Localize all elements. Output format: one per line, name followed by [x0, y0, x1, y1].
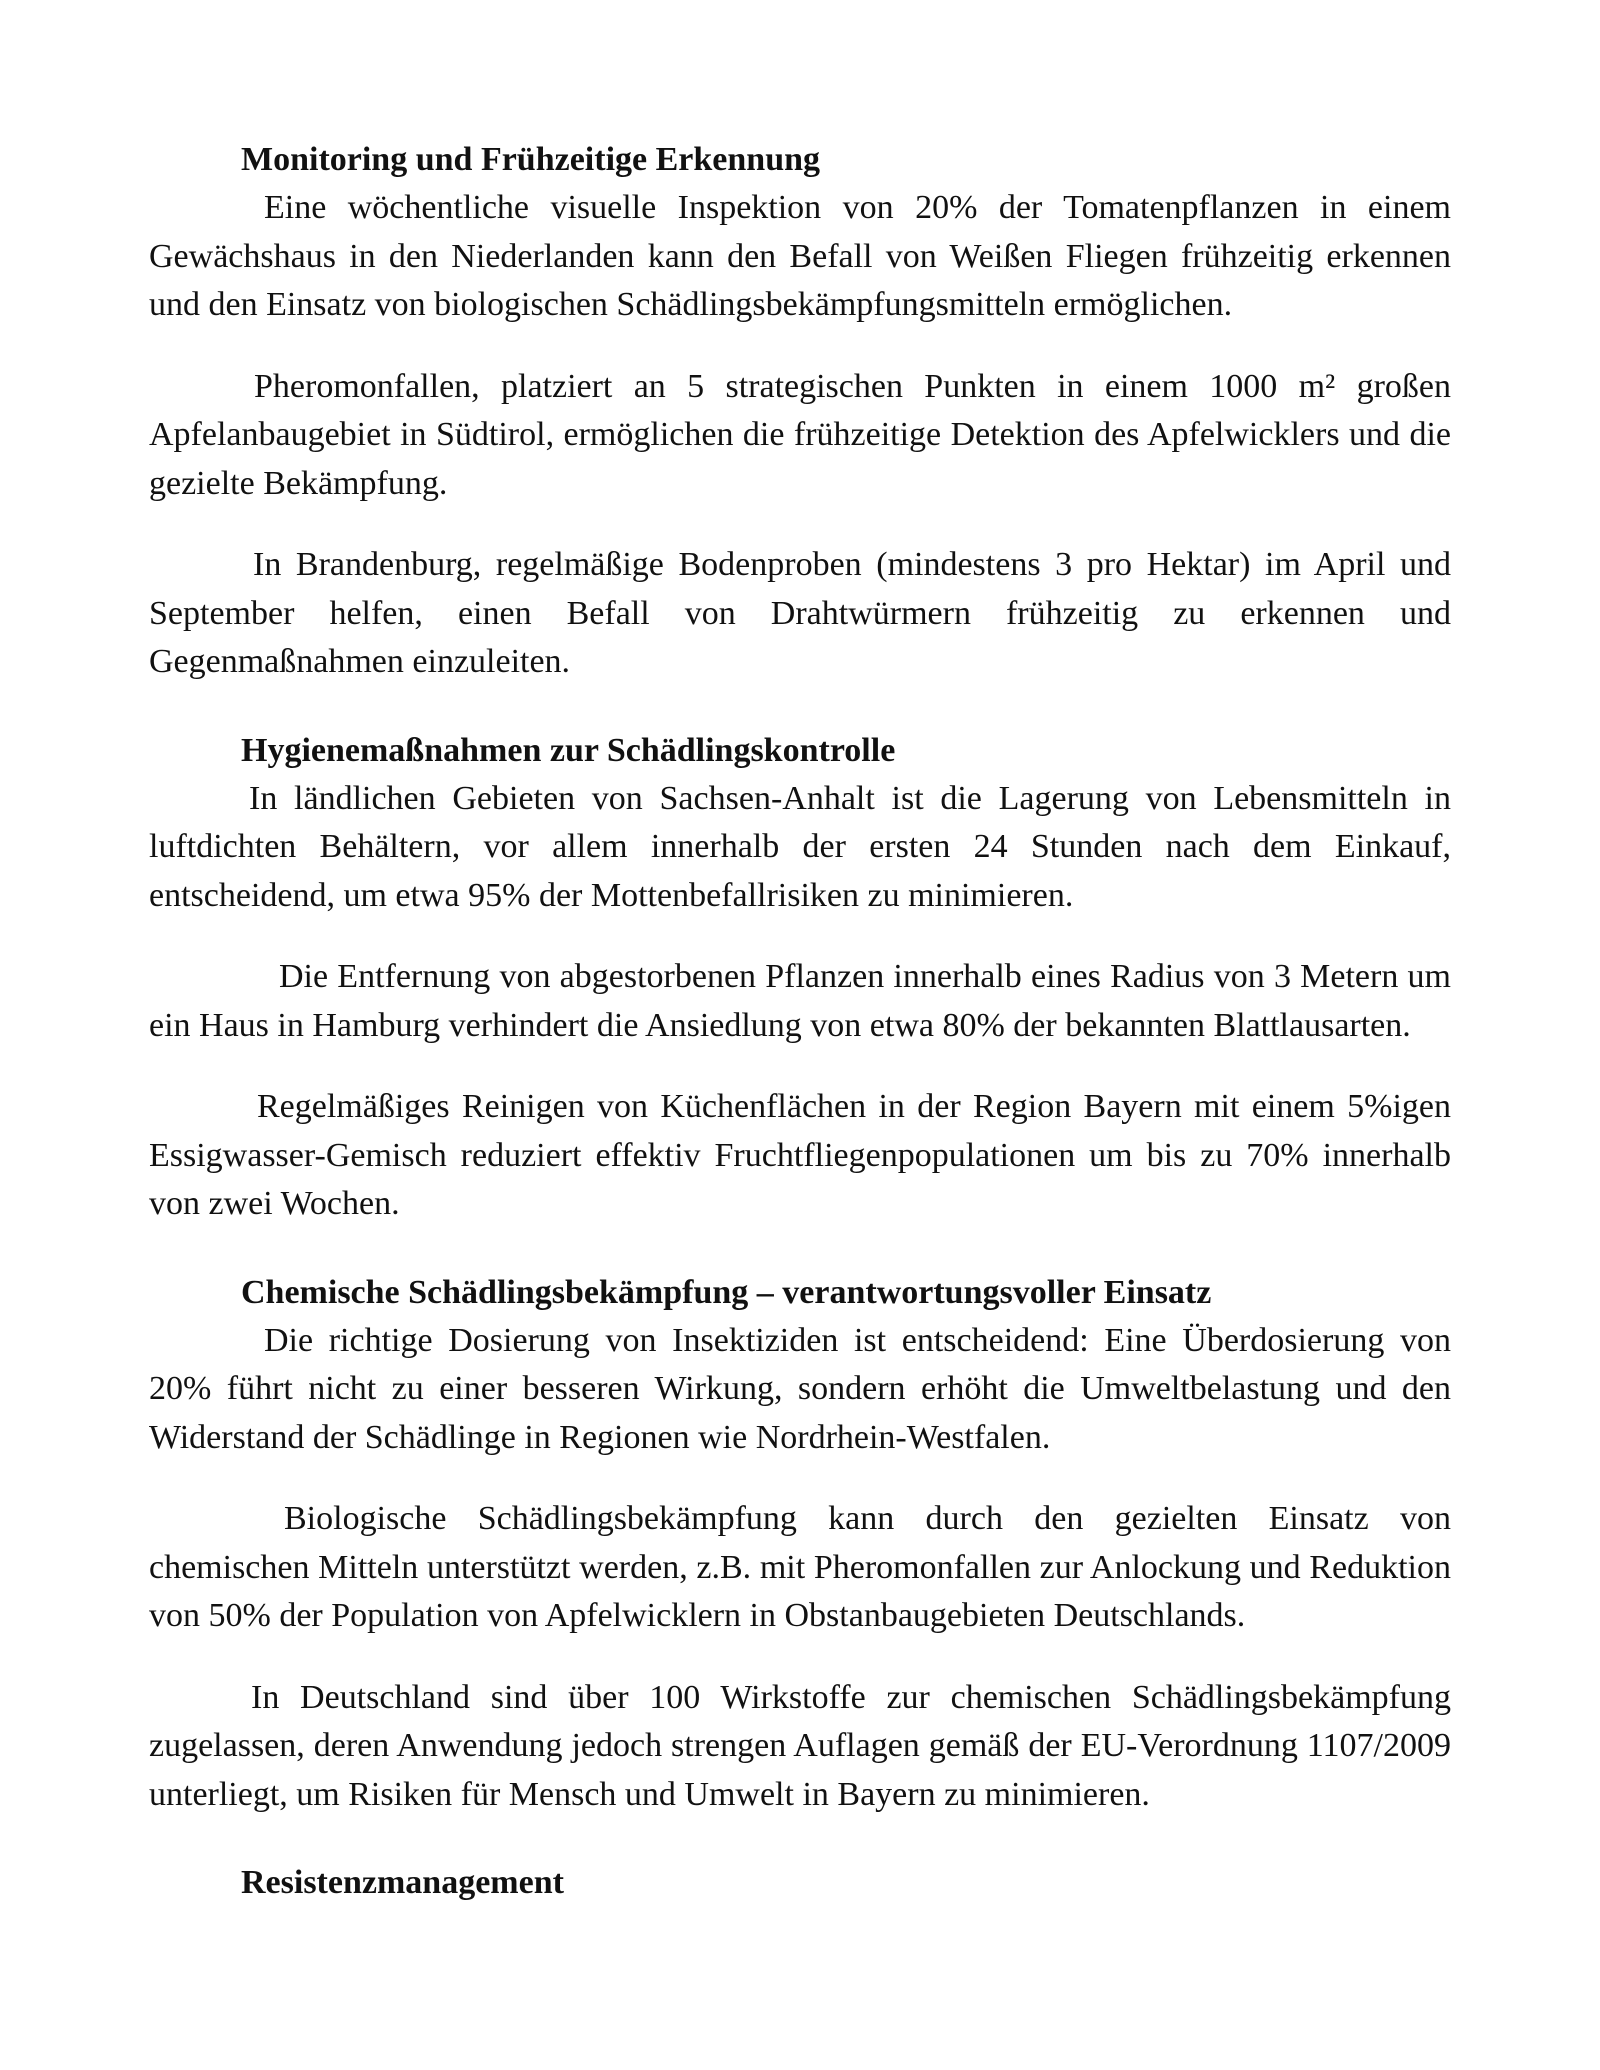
paragraph: Die Entfernung von abgestorbenen Pflanzen innerhalb eines Radius von 3 Metern um ein Haus in Hamburg verhindert die Ansiedlung von etwa 80% der bekannten Blattlausarten.	[149, 958, 1451, 1044]
paragraph: Eine wöchentliche visuelle Inspektion von 20% der Tomatenpflanzen in einem Gewächshaus in den Niederlanden kann den Befall von Weißen Fliegen frühzeitig erkennen und den Einsatz von biologischen Schädlingsbekämpfungsmitteln ermöglichen.	[149, 189, 1451, 323]
document-body	[149, 136, 1451, 1907]
section-heading: Resistenzmanagement	[241, 1864, 564, 1901]
paragraph: Pheromonfallen, platziert an 5 strategischen Punkten in einem 1000 m² großen Apfelanbaugebiet in Südtirol, ermöglichen die frühzeitige Detektion des Apfelwicklers und die gezielte Bekämpfung.	[149, 367, 1451, 502]
section-heading: Chemische Schädlingsbekämpfung – verantwortungsvoller Einsatz	[241, 1273, 1212, 1311]
paragraph: In Deutschland sind über 100 Wirkstoffe zur chemischen Schädlingsbekämpfung zugelassen, deren Anwendung jedoch strengen Auflagen gemäß der EU-Verordnung 1107/2009 unterliegt, um Risiken für Mensch und Umwelt in Bayern zu minimieren.	[149, 1678, 1451, 1813]
paragraph: Die richtige Dosierung von Insektiziden ist entscheidend: Eine Überdosierung von 20% führt nicht zu einer besseren Wirkung, sondern erhöht die Umweltbelastung und den Widerstand der Schädlinge in Regionen wie Nordrhein-Westfalen.	[149, 1321, 1451, 1456]
paragraph: Biologische Schädlingsbekämpfung kann durch den gezielten Einsatz von chemischen Mitteln unterstützt werden, z.B. mit Pheromonfallen zur Anlockung und Reduktion von 50% der Population von Apfelwicklern in Obstanbaugebieten Deutschlands.	[149, 1500, 1451, 1634]
paragraph: In ländlichen Gebieten von Sachsen-Anhalt ist die Lagerung von Lebensmitteln in luftdichten Behältern, vor allem innerhalb der ersten 24 Stunden nach dem Einkauf, entscheidend, um etwa 95% der Mottenbefallrisiken zu minimieren.	[149, 779, 1451, 914]
paragraph: Regelmäßiges Reinigen von Küchenflächen in der Region Bayern mit einem 5%igen Essigwasser-Gemisch reduziert effektiv Fruchtfliegenpopulationen um bis zu 70% innerhalb von zwei Wochen.	[149, 1088, 1451, 1222]
section-heading: Monitoring und Frühzeitige Erkennung	[241, 141, 821, 178]
section-heading: Hygienemaßnahmen zur Schädlingskontrolle	[241, 731, 896, 769]
paragraph: In Brandenburg, regelmäßige Bodenproben (mindestens 3 pro Hektar) im April und September helfen, einen Befall von Drahtwürmern frühzeitig zu erkennen und Gegenmaßnahmen einzuleiten.	[149, 546, 1451, 680]
